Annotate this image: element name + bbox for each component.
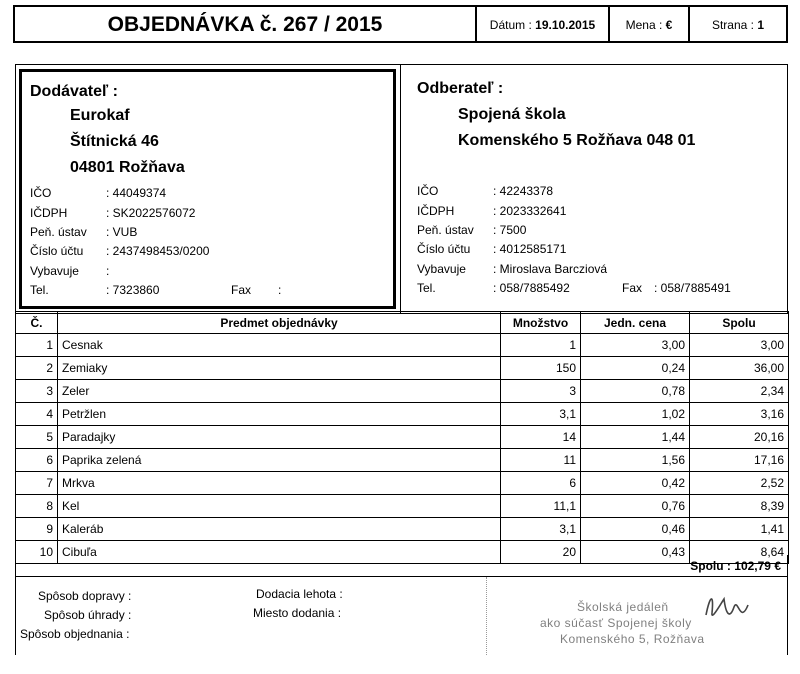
currency-label: Mena : [625,18,663,32]
customer-heading: Odberateľ : [417,80,504,97]
col-header-quantity: Množstvo [501,312,581,334]
supplier-bank-value: : VUB [106,225,138,239]
currency-value: € [665,18,673,32]
item-quantity: 6 [501,472,581,495]
item-unit-price: 0,24 [581,357,690,380]
item-number: 1 [16,334,58,357]
item-number: 3 [16,380,58,403]
customer-address: Komenského 5 Rožňava 048 01 [458,132,696,149]
supplier-heading: Dodávateľ : [30,83,118,100]
item-total: 17,16 [690,449,789,472]
supplier-tel-value: : 7323860 [106,283,160,297]
item-quantity: 11 [501,449,581,472]
item-unit-price: 0,76 [581,495,690,518]
supplier-name: Eurokaf [70,107,130,124]
customer-fax-label: Fax [622,281,643,295]
col-header-unit-price: Jedn. cena [581,312,690,334]
item-quantity: 3,1 [501,403,581,426]
item-unit-price: 1,44 [581,426,690,449]
item-number: 10 [16,541,58,564]
item-number: 4 [16,403,58,426]
item-quantity: 14 [501,426,581,449]
date-label: Dátum : [489,18,532,32]
order-title: OBJEDNÁVKA č. 267 / 2015 [107,13,383,36]
table-row [16,495,789,518]
item-number: 7 [16,472,58,495]
supplier-account-value: : 2437498453/0200 [106,244,210,258]
supplier-tel-label: Tel. [30,283,49,297]
supplier-contact-value: : [106,264,110,278]
supplier-fax-value: : [278,283,282,297]
customer-name: Spojená škola [458,106,566,123]
stamp-line-1: Školská jedáleň [577,600,669,614]
customer-icdph-value: : 2023332641 [493,204,567,218]
grand-total-label: Spolu : [690,559,731,573]
items-table [15,311,789,564]
table-row [16,357,789,380]
table-row [16,518,789,541]
table-row [16,334,789,357]
signature-scribble [700,585,760,635]
item-unit-price: 1,56 [581,449,690,472]
item-number: 9 [16,518,58,541]
col-header-item: Predmet objednávky [58,312,501,334]
item-unit-price: 0,43 [581,541,690,564]
customer-tel-label: Tel. [417,281,436,295]
item-number: 8 [16,495,58,518]
item-name: Paradajky [58,426,501,449]
supplier-street: Štítnická 46 [70,133,159,150]
item-total: 8,64 [690,541,789,564]
table-row [16,403,789,426]
item-name: Zeler [58,380,501,403]
currency-box [608,5,690,43]
page-label: Strana : [711,18,754,32]
item-quantity: 3,1 [501,518,581,541]
stamp-line-2: ako súčasť Spojenej školy [540,616,692,630]
supplier-account-label: Číslo účtu [30,244,84,258]
item-quantity: 11,1 [501,495,581,518]
stamp-line-3: Komenského 5, Rožňava [560,632,705,646]
footer-divider [486,577,487,655]
date-box [475,5,610,43]
item-number: 5 [16,426,58,449]
customer-bank-value: : 7500 [493,223,527,237]
item-name: Kaleráb [58,518,501,541]
item-total: 3,00 [690,334,789,357]
payment-label: Spôsob úhrady : [44,608,132,622]
supplier-bank-label: Peň. ústav [30,225,87,239]
customer-account-label: Číslo účtu [417,242,471,256]
supplier-icdph-label: IČDPH [30,206,68,220]
item-total: 8,39 [690,495,789,518]
page-value: 1 [757,18,765,32]
date-value: 19.10.2015 [535,18,596,32]
item-number: 2 [16,357,58,380]
table-row [16,449,789,472]
parties-divider [400,64,401,314]
customer-ico-label: IČO [417,184,439,198]
total-row [15,555,788,577]
customer-tel-value: : 058/7885492 [493,281,570,295]
item-name: Zemiaky [58,357,501,380]
delivery-time-label: Dodacia lehota : [256,587,343,601]
item-unit-price: 0,42 [581,472,690,495]
customer-ico-value: : 42243378 [493,184,554,198]
item-total: 3,16 [690,403,789,426]
item-quantity: 3 [501,380,581,403]
table-row [16,472,789,495]
item-name: Petržlen [58,403,501,426]
table-header-row [16,312,789,334]
grand-total-value: 102,79 € [734,559,781,573]
customer-contact-value: : Miroslava Barcziová [493,262,608,276]
item-name: Kel [58,495,501,518]
table-row [16,426,789,449]
transport-label: Spôsob dopravy : [38,589,132,603]
col-header-total: Spolu [690,312,789,334]
item-unit-price: 0,46 [581,518,690,541]
supplier-fax-label: Fax [231,283,252,297]
ordering-label: Spôsob objednania : [20,627,130,641]
item-number: 6 [16,449,58,472]
item-unit-price: 3,00 [581,334,690,357]
supplier-ico-value: : 44049374 [106,186,167,200]
customer-contact-label: Vybavuje [417,262,466,276]
item-total: 1,41 [690,518,789,541]
item-name: Cibuľa [58,541,501,564]
item-quantity: 150 [501,357,581,380]
customer-fax-value: : 058/7885491 [654,281,731,295]
order-title-box [13,5,477,43]
table-row [16,380,789,403]
customer-icdph-label: IČDPH [417,204,455,218]
col-header-number: Č. [16,312,58,334]
delivery-place-label: Miesto dodania : [253,606,342,620]
item-total: 20,16 [690,426,789,449]
customer-bank-label: Peň. ústav [417,223,474,237]
supplier-icdph-value: : SK2022576072 [106,206,196,220]
supplier-city: 04801 Rožňava [70,159,185,176]
supplier-ico-label: IČO [30,186,52,200]
item-quantity: 20 [501,541,581,564]
item-total: 36,00 [690,357,789,380]
page-box [688,5,788,43]
item-name: Paprika zelená [58,449,501,472]
customer-account-value: : 4012585171 [493,242,567,256]
item-total: 2,34 [690,380,789,403]
supplier-contact-label: Vybavuje [30,264,79,278]
item-name: Cesnak [58,334,501,357]
item-unit-price: 1,02 [581,403,690,426]
item-unit-price: 0,78 [581,380,690,403]
item-name: Mrkva [58,472,501,495]
item-quantity: 1 [501,334,581,357]
item-total: 2,52 [690,472,789,495]
